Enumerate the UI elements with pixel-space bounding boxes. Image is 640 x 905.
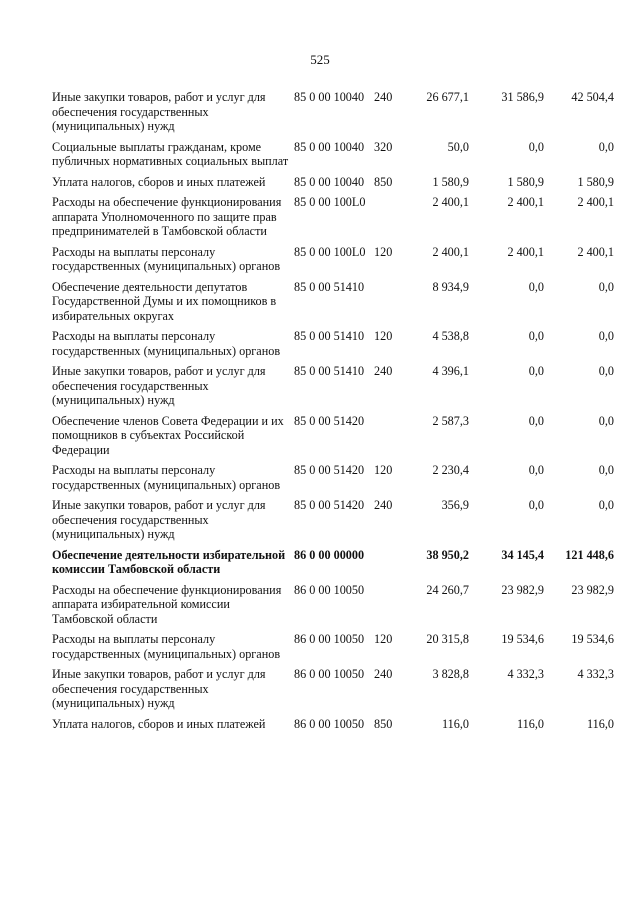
- row-value-cell: 23 982,9: [571, 582, 614, 597]
- row-code-cell: 86 0 00 10050: [294, 716, 365, 731]
- table-row: [52, 583, 612, 627]
- row-value-cell: 0,0: [598, 364, 614, 378]
- row-value-cell: 356,9: [441, 498, 469, 512]
- row-value-cell: 1 580,9: [432, 174, 469, 189]
- row-value-cell: 4 332,3: [577, 667, 614, 681]
- table-row: [52, 463, 612, 492]
- row-value-cell: 8 934,9: [432, 279, 469, 294]
- row-expense-type-cell: 850: [374, 716, 393, 731]
- row-value-cell: 3 828,8: [432, 667, 469, 681]
- table-row: [52, 667, 612, 711]
- row-name-cell: Уплата налогов, сборов и иных платежей: [52, 174, 266, 189]
- row-value-cell: 31 586,9: [501, 90, 544, 104]
- row-expense-type-cell: 120: [374, 329, 393, 343]
- table-row: [52, 548, 612, 577]
- row-value-cell: 0,0: [528, 279, 544, 294]
- row-value-cell: 116,0: [442, 716, 469, 731]
- row-value-cell: 116,0: [517, 716, 544, 731]
- row-name-cell: Расходы на выплаты персоналу государственных (муниципальных) органов: [52, 463, 281, 492]
- table-row: [52, 329, 612, 358]
- row-value-cell: 24 260,7: [426, 582, 469, 597]
- row-expense-type-cell: 120: [374, 632, 393, 646]
- row-code-cell: 85 0 00 51420: [294, 498, 365, 512]
- row-name-cell: Иные закупки товаров, работ и услуг для обеспечения государственных (муниципальных) нужд: [52, 667, 266, 710]
- row-value-cell: 0,0: [598, 463, 614, 477]
- row-code-cell: 85 0 00 51410: [294, 329, 365, 343]
- row-expense-type-cell: 120: [374, 244, 393, 259]
- row-value-cell: 19 534,6: [501, 632, 544, 646]
- table-row: [52, 175, 612, 190]
- table-row: [52, 498, 612, 542]
- row-value-cell: 23 982,9: [501, 582, 544, 597]
- row-expense-type-cell: 320: [374, 139, 393, 154]
- row-name-cell: Социальные выплаты гражданам, кроме публичных нормативных социальных выплат: [52, 139, 289, 168]
- row-value-cell: 1 580,9: [507, 174, 544, 189]
- row-code-cell: 85 0 00 51410: [294, 279, 365, 294]
- row-expense-type-cell: 240: [374, 364, 393, 378]
- row-code-cell: 86 0 00 10050: [294, 632, 365, 646]
- row-value-cell: 2 400,1: [507, 244, 544, 259]
- row-value-cell: 2 400,1: [507, 195, 544, 209]
- row-expense-type-cell: 240: [374, 498, 393, 512]
- row-value-cell: 4 396,1: [432, 364, 469, 378]
- row-name-cell: Расходы на выплаты персоналу государственных (муниципальных) органов: [52, 244, 281, 273]
- row-value-cell: 2 230,4: [432, 463, 469, 477]
- row-value-cell: 4 538,8: [432, 329, 469, 343]
- row-expense-type-cell: 850: [374, 174, 393, 189]
- row-value-cell: 50,0: [447, 139, 469, 154]
- row-name-cell: Иные закупки товаров, работ и услуг для обеспечения государственных (муниципальных) нужд: [52, 364, 266, 407]
- row-name-cell: Расходы на выплаты персоналу государственных (муниципальных) органов: [52, 329, 281, 358]
- row-name-cell: Расходы на обеспечение функционирования аппарата избирательной комиссии Тамбовской области: [52, 582, 282, 626]
- row-value-cell: 2 400,1: [577, 244, 614, 259]
- row-code-cell: 85 0 00 51420: [294, 463, 365, 477]
- table-row: [52, 280, 612, 324]
- row-code-cell: 86 0 00 00000: [294, 547, 365, 562]
- table-row: [52, 195, 612, 239]
- row-value-cell: 38 950,2: [426, 547, 469, 562]
- page-number: 525: [310, 52, 330, 67]
- row-expense-type-cell: 240: [374, 90, 393, 104]
- row-value-cell: 2 400,1: [432, 244, 469, 259]
- table-row: [52, 717, 612, 732]
- table-row: [52, 90, 612, 134]
- row-value-cell: 4 332,3: [507, 667, 544, 681]
- row-value-cell: 0,0: [598, 498, 614, 512]
- row-value-cell: 116,0: [587, 716, 614, 731]
- table-row: [52, 364, 612, 408]
- row-value-cell: 0,0: [528, 364, 544, 378]
- budget-table: [52, 90, 612, 737]
- row-name-cell: Обеспечение деятельности депутатов Государственной Думы и их помощников в избирательных округах: [52, 279, 277, 323]
- row-code-cell: 85 0 00 100L0: [294, 244, 366, 259]
- row-value-cell: 0,0: [528, 413, 544, 428]
- row-value-cell: 1 580,9: [577, 174, 614, 189]
- row-name-cell: Обеспечение членов Совета Федерации и их помощников в субъектах Российской Федерации: [52, 413, 284, 457]
- row-code-cell: 85 0 00 10040: [294, 174, 365, 189]
- row-code-cell: 86 0 00 10050: [294, 582, 365, 597]
- row-value-cell: 2 400,1: [432, 195, 469, 209]
- row-value-cell: 0,0: [528, 463, 544, 477]
- row-value-cell: 0,0: [598, 279, 614, 294]
- row-value-cell: 19 534,6: [571, 632, 614, 646]
- row-value-cell: 0,0: [598, 139, 614, 154]
- row-value-cell: 26 677,1: [426, 90, 469, 104]
- row-name-cell: Уплата налогов, сборов и иных платежей: [52, 716, 266, 731]
- row-value-cell: 121 448,6: [565, 547, 614, 562]
- row-code-cell: 85 0 00 100L0: [294, 195, 366, 209]
- row-value-cell: 0,0: [598, 329, 614, 343]
- row-name-cell: Расходы на выплаты персоналу государственных (муниципальных) органов: [52, 632, 281, 661]
- row-value-cell: 0,0: [528, 329, 544, 343]
- row-value-cell: 0,0: [528, 498, 544, 512]
- row-name-cell: Обеспечение деятельности избирательной комиссии Тамбовской области: [52, 547, 286, 576]
- row-value-cell: 34 145,4: [501, 547, 544, 562]
- row-value-cell: 2 400,1: [577, 195, 614, 209]
- row-name-cell: Иные закупки товаров, работ и услуг для обеспечения государственных (муниципальных) нужд: [52, 498, 266, 541]
- row-code-cell: 86 0 00 10050: [294, 667, 365, 681]
- row-value-cell: 42 504,4: [571, 90, 614, 104]
- row-code-cell: 85 0 00 10040: [294, 90, 365, 104]
- row-code-cell: 85 0 00 51420: [294, 413, 365, 428]
- row-code-cell: 85 0 00 10040: [294, 139, 365, 154]
- row-value-cell: 0,0: [598, 413, 614, 428]
- row-name-cell: Расходы на обеспечение функционирования аппарата Уполномоченного по защите прав предпринимателей в Тамбовской области: [52, 195, 282, 238]
- table-row: [52, 245, 612, 274]
- row-value-cell: 0,0: [528, 139, 544, 154]
- row-expense-type-cell: 120: [374, 463, 393, 477]
- table-row: [52, 632, 612, 661]
- row-value-cell: 20 315,8: [426, 632, 469, 646]
- table-row: [52, 140, 612, 169]
- table-row: [52, 414, 612, 458]
- row-value-cell: 2 587,3: [432, 413, 469, 428]
- row-code-cell: 85 0 00 51410: [294, 364, 365, 378]
- row-expense-type-cell: 240: [374, 667, 393, 681]
- row-name-cell: Иные закупки товаров, работ и услуг для обеспечения государственных (муниципальных) нужд: [52, 90, 266, 133]
